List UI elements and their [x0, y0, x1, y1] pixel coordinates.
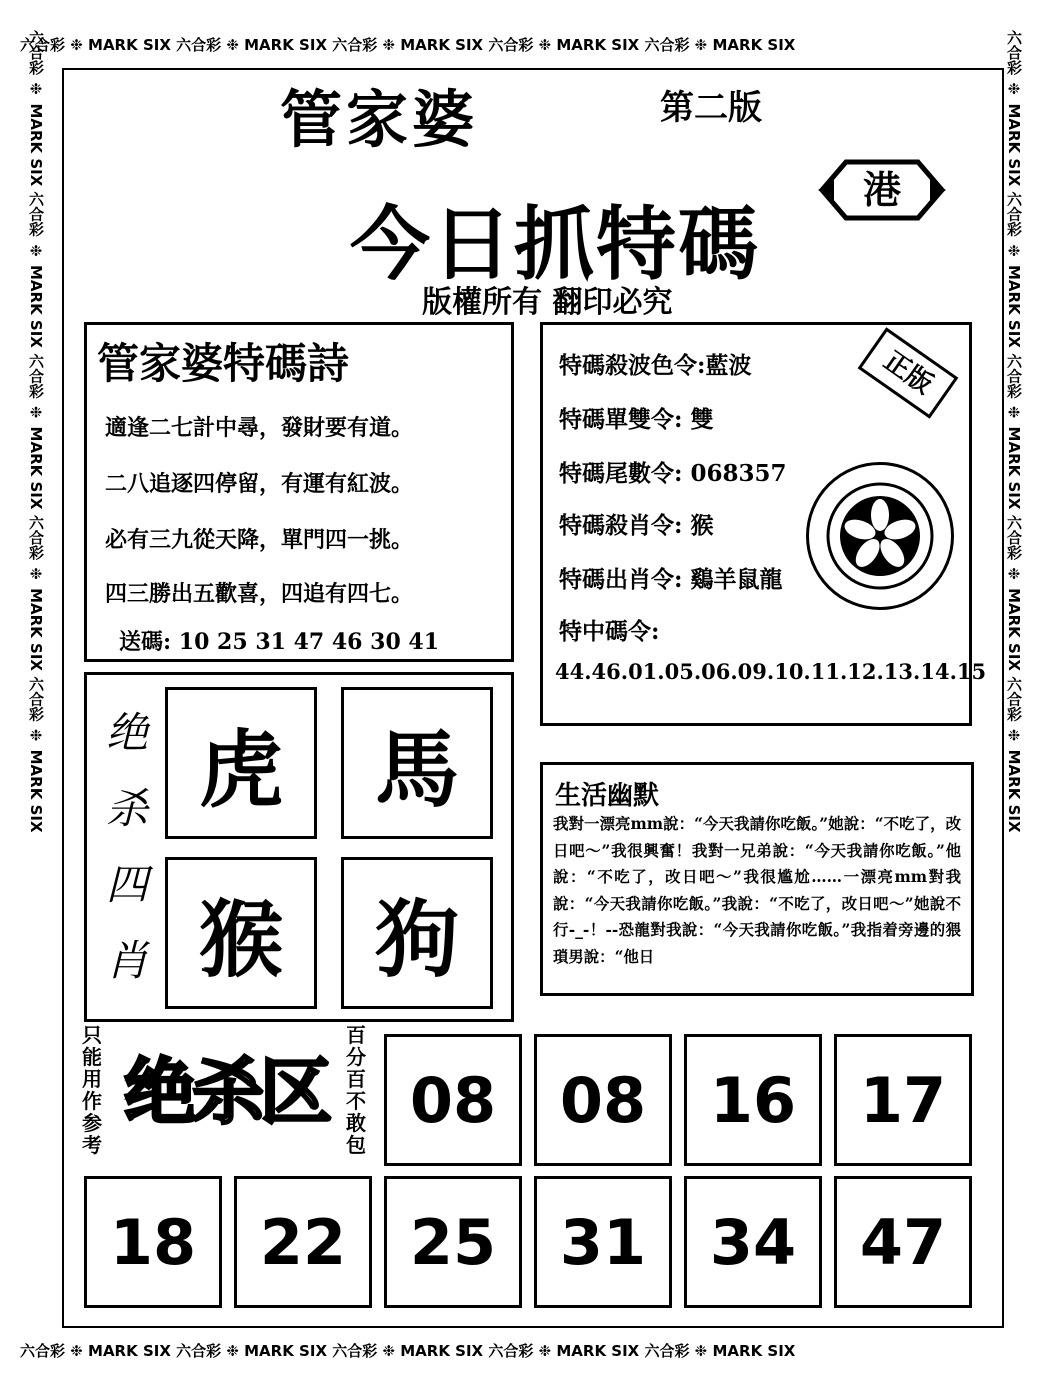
side-char: 绝: [105, 708, 148, 757]
kill-zone-title: 绝杀区: [124, 1050, 329, 1134]
kill-number: 08: [384, 1034, 522, 1166]
kill-number: 47: [834, 1176, 972, 1308]
zodiac-cell: 猴: [165, 857, 317, 1009]
code-line: 特碼出肖令: 鷄羊鼠龍: [559, 566, 783, 593]
genuine-stamp: 正版: [858, 327, 959, 418]
side-char: 四: [105, 860, 148, 909]
poem-title: 管家婆特碼詩: [97, 339, 350, 388]
zodiac-side-label: [97, 695, 157, 999]
kill-number: 16: [684, 1034, 822, 1166]
poem-box: [84, 322, 514, 662]
code-line: 特中碼令:: [559, 618, 660, 645]
poem-line: 適逢二七計中尋，發財要有道。: [105, 415, 414, 441]
zodiac-cell: 狗: [341, 857, 493, 1009]
headline: 今日抓特碼: [350, 197, 760, 291]
code-line: 特碼殺肖令: 猴: [559, 512, 714, 539]
code-line: 特碼單雙令: 雙: [559, 406, 714, 433]
kill-number: 17: [834, 1034, 972, 1166]
bonus-numbers: 送碼: 10 25 31 47 46 30 41: [119, 629, 440, 655]
zodiac-cell: 虎: [165, 687, 317, 839]
kill-number: 22: [234, 1176, 372, 1308]
side-char: 肖: [105, 936, 148, 985]
humor-box: [540, 762, 974, 996]
kill-number: 25: [384, 1176, 522, 1308]
zodiac-cell: 馬: [341, 687, 493, 839]
top-border-strip: 六合彩 ❉ MARK SIX 六合彩 ❉ MARK SIX 六合彩 ❉ MARK SIX 六合彩 ❉ MARK SIX 六合彩 ❉ MARK SIX: [20, 36, 796, 54]
code-line: 特碼殺波色令:藍波: [559, 352, 752, 379]
poem-line: 四三勝出五歡喜，四追有四七。: [105, 581, 414, 607]
special-numbers: 44.46.01.05.06.09.10.11.12.13.14.15: [555, 659, 987, 684]
zodiac-box: [84, 672, 514, 1022]
humor-title: 生活幽默: [555, 781, 660, 811]
kill-number: 08: [534, 1034, 672, 1166]
copyright-notice: 版權所有 翻印必究: [422, 285, 673, 320]
bauhinia-emblem-icon: [806, 462, 954, 610]
code-line: 特碼尾數令: 068357: [559, 460, 787, 487]
note-reference-only: 只能用作参考: [82, 1023, 102, 1157]
kill-number: 18: [84, 1176, 222, 1308]
note-no-guarantee: 百分百不敢包: [346, 1023, 366, 1157]
edition-label: 第二版: [660, 88, 762, 128]
badge-text: 港: [862, 168, 902, 212]
poem-line: 二八追逐四停留，有運有紅波。: [105, 471, 414, 497]
kill-number: 34: [684, 1176, 822, 1308]
poem-line: 必有三九從天降，單門四一挑。: [105, 527, 414, 553]
side-char: 杀: [105, 784, 148, 833]
humor-text: 我對一漂亮mm說：“今天我請你吃飯。”她說：“不吃了，改日吧～”我很興奮！我對一兄弟說：“今天我請你吃飯。”他說：“不吃了，改日吧～”我很尴尬……一漂亮mm對我說：“今天我請你吃飯。”我說：“不吃了，改日吧～”她說不行-_-！--恐龍對我說：“今天我請你吃飯。”我指着旁邊的猥瑣男說：“他日: [553, 815, 961, 966]
right-border-strip: 六合彩 ❉ MARK SIX 六合彩 ❉ MARK SIX 六合彩 ❉ MARK SIX 六合彩 ❉ MARK SIX 六合彩 ❉ MARK SIX: [1005, 30, 1023, 833]
kill-number: 31: [534, 1176, 672, 1308]
page-title: 管家婆: [280, 83, 479, 156]
hk-badge-icon: [818, 150, 946, 230]
bottom-border-strip: 六合彩 ❉ MARK SIX 六合彩 ❉ MARK SIX 六合彩 ❉ MARK SIX 六合彩 ❉ MARK SIX 六合彩 ❉ MARK SIX: [20, 1342, 796, 1360]
left-border-strip: 六合彩 ❉ MARK SIX 六合彩 ❉ MARK SIX 六合彩 ❉ MARK SIX 六合彩 ❉ MARK SIX 六合彩 ❉ MARK SIX: [27, 30, 45, 833]
